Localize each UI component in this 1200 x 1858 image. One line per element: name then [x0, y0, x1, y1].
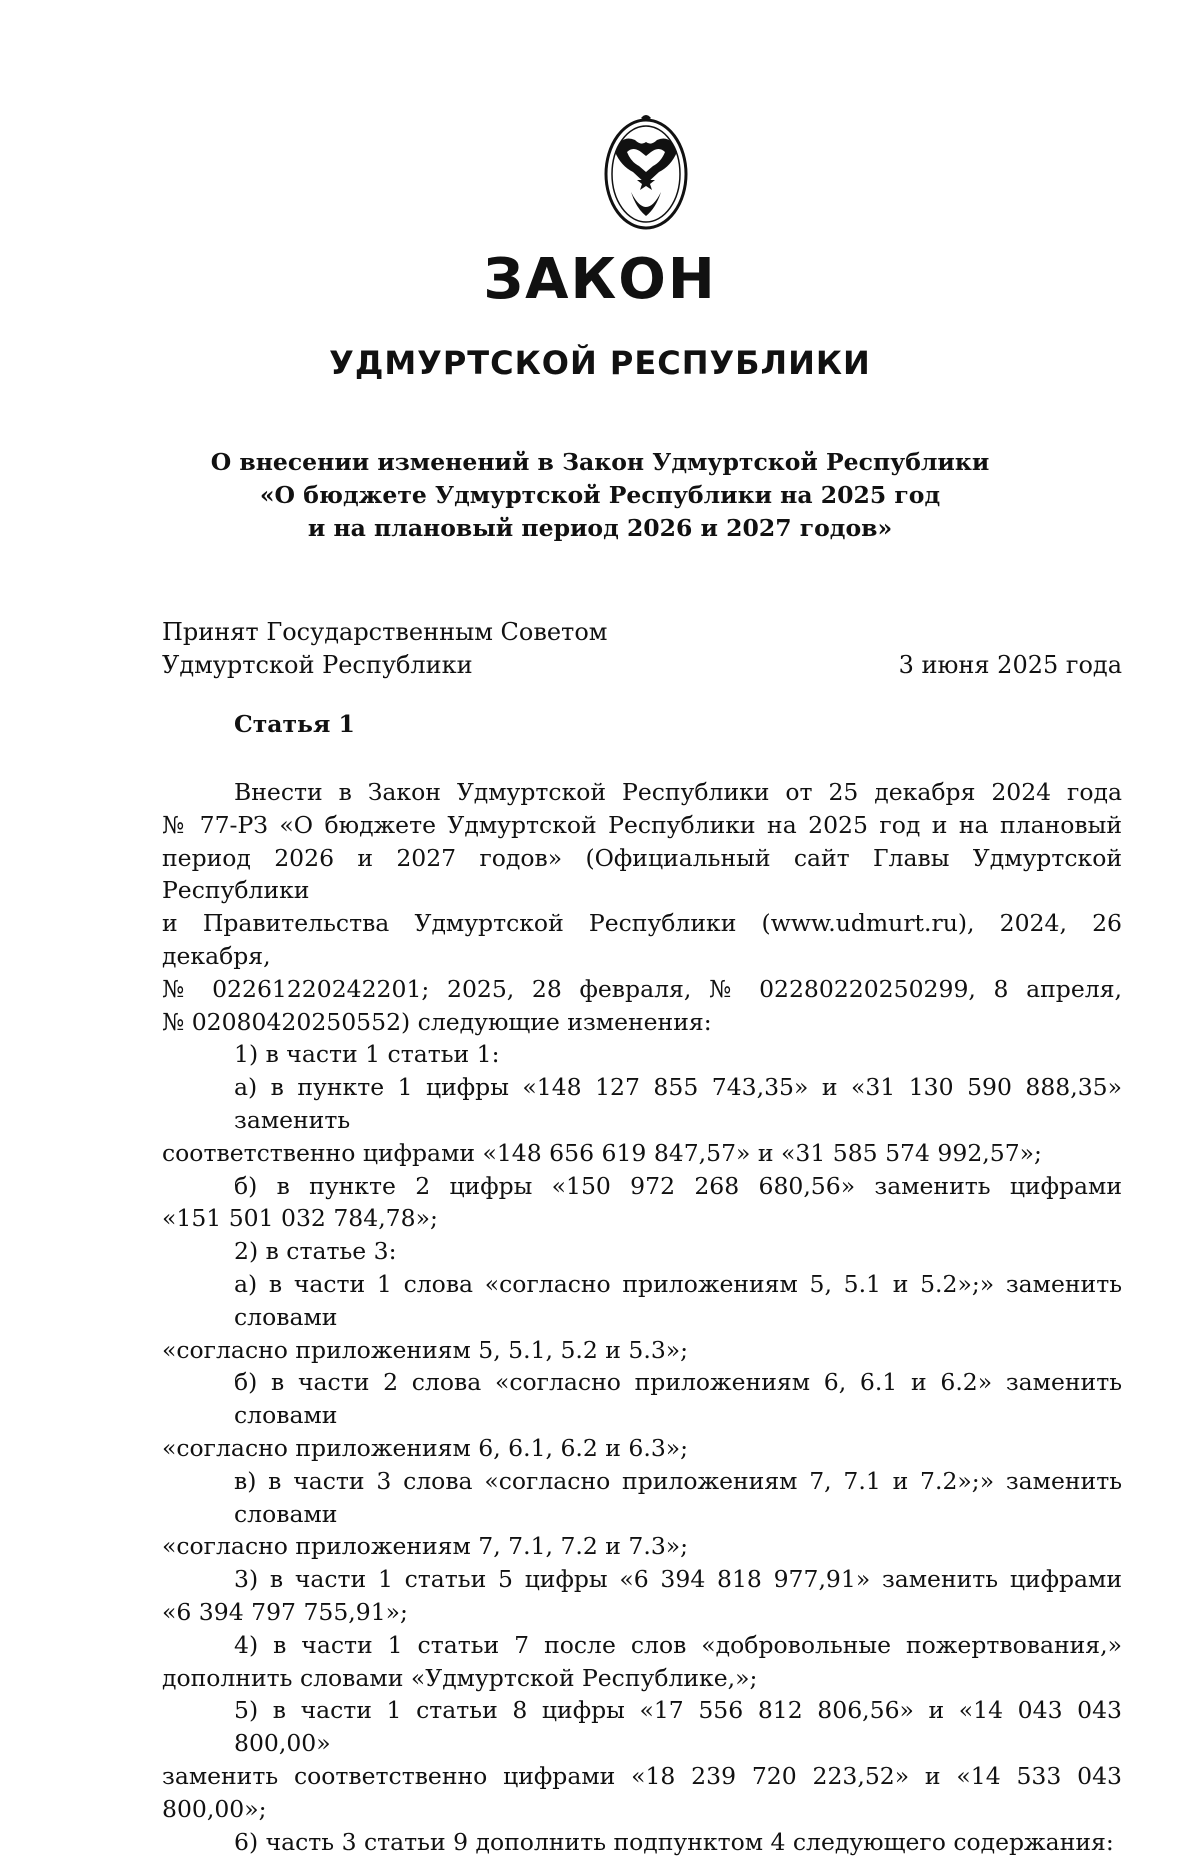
text-line: б) в пункте 2 цифры «150 972 268 680,56» заменить цифрами: [162, 1170, 1122, 1203]
adoption-block: [162, 616, 1122, 682]
law-heading: [0, 446, 1200, 545]
text-line: а) в пункте 1 цифры «148 127 855 743,35» и «31 130 590 888,35» заменить: [162, 1071, 1122, 1137]
udmurt-coat-of-arms-icon: [601, 112, 691, 232]
text-line: 1) в части 1 статьи 1:: [162, 1038, 1122, 1071]
text-line: «согласно приложениям 6, 6.1, 6.2 и 6.3»;: [162, 1432, 1122, 1465]
heading-line: «О бюджете Удмуртской Республики на 2025 год: [0, 479, 1200, 512]
article-title: Статья 1: [234, 708, 355, 741]
heading-line: О внесении изменений в Закон Удмуртской Республики: [0, 446, 1200, 479]
adopted-by-line: Принят Государственным Советом: [162, 616, 1122, 649]
text-line: в) в части 3 слова «согласно приложениям 7, 7.1 и 7.2»;» заменить словами: [162, 1465, 1122, 1531]
text-line: № 02261220242201; 2025, 28 февраля, № 02280220250299, 8 апреля,: [162, 973, 1122, 1006]
text-line: Внести в Закон Удмуртской Республики от 25 декабря 2024 года: [162, 776, 1122, 809]
document-title: ЗАКОН: [0, 250, 1200, 310]
adopted-by-line: Удмуртской Республики: [162, 649, 1122, 682]
text-line: «согласно приложениям 5, 5.1, 5.2 и 5.3»;: [162, 1334, 1122, 1367]
heading-line: и на плановый период 2026 и 2027 годов»: [0, 512, 1200, 545]
text-line: 6) часть 3 статьи 9 дополнить подпунктом 4 следующего содержания:: [162, 1826, 1122, 1858]
text-line: № 77-РЗ «О бюджете Удмуртской Республики на 2025 год и на плановый: [162, 809, 1122, 842]
text-line: № 02080420250552) следующие изменения:: [162, 1006, 1122, 1039]
document-subtitle: УДМУРТСКОЙ РЕСПУБЛИКИ: [0, 343, 1200, 383]
text-line: 2) в статье 3:: [162, 1235, 1122, 1268]
text-line: «151 501 032 784,78»;: [162, 1202, 1122, 1235]
text-line: заменить соответственно цифрами «18 239 720 223,52» и «14 533 043 800,00»;: [162, 1760, 1122, 1826]
text-line: 5) в части 1 статьи 8 цифры «17 556 812 806,56» и «14 043 043 800,00»: [162, 1694, 1122, 1760]
text-line: б) в части 2 слова «согласно приложениям 6, 6.1 и 6.2» заменить словами: [162, 1366, 1122, 1432]
adoption-date: 3 июня 2025 года: [899, 649, 1122, 682]
article-body: [162, 776, 1122, 1858]
text-line: и Правительства Удмуртской Республики (www.udmurt.ru), 2024, 26 декабря,: [162, 907, 1122, 973]
text-line: дополнить словами «Удмуртской Республике,»;: [162, 1662, 1122, 1695]
text-line: «6 394 797 755,91»;: [162, 1596, 1122, 1629]
text-line: 3) в части 1 статьи 5 цифры «6 394 818 977,91» заменить цифрами: [162, 1563, 1122, 1596]
text-line: соответственно цифрами «148 656 619 847,57» и «31 585 574 992,57»;: [162, 1137, 1122, 1170]
text-line: период 2026 и 2027 годов» (Официальный сайт Главы Удмуртской Республики: [162, 842, 1122, 908]
text-line: 4) в части 1 статьи 7 после слов «добровольные пожертвования,»: [162, 1629, 1122, 1662]
text-line: «согласно приложениям 7, 7.1, 7.2 и 7.3»;: [162, 1530, 1122, 1563]
text-line: а) в части 1 слова «согласно приложениям 5, 5.1 и 5.2»;» заменить словами: [162, 1268, 1122, 1334]
